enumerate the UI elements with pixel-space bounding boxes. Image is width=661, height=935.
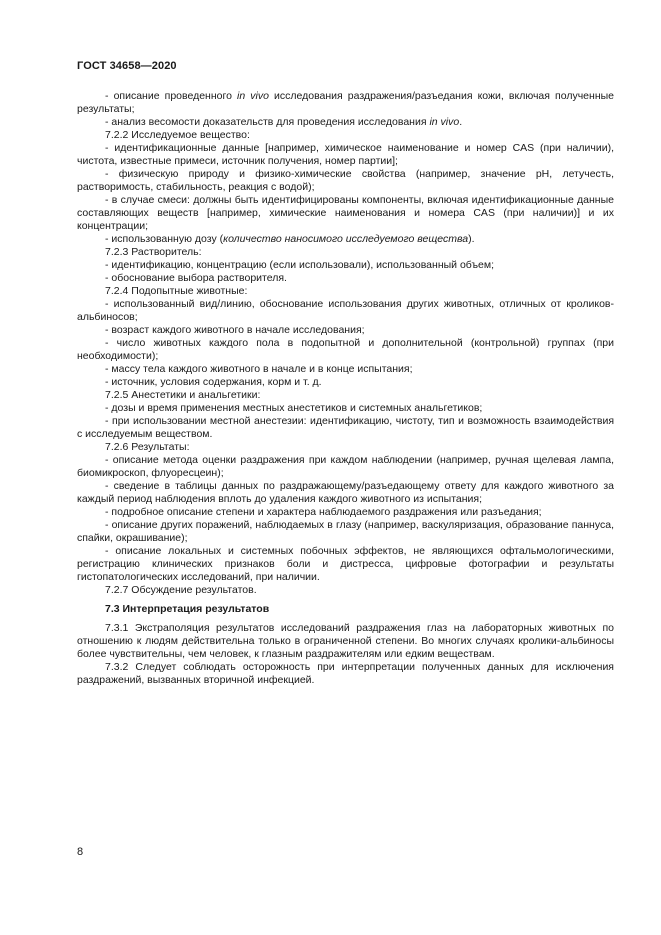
text-run: - идентификационные данные [например, химическое наименование и номер CAS (при наличии), чистота, известные примеси, источник получения, номер партии]; [77,142,614,167]
text-run: - описание метода оценки раздражения при каждом наблюдении (например, ручная щелевая лампа, биомикроскоп, флуоресцеин); [77,454,614,479]
paragraph [77,363,614,376]
text-run: исследования раздражения/разъедания кожи, включая полученные результаты; [77,90,614,115]
text-run: - анализ весомости доказательств для проведения исследования [105,116,430,128]
paragraph [77,545,614,584]
text-run: - описание других поражений, наблюдаемых в глазу (например, васкуляризация, образование паннуса, спайки, окрашивание); [77,519,614,544]
text-run: 7.3.2 Следует соблюдать осторожность при интерпретации полученных данных для исключения раздражений, вызванных вторичной инфекцией. [77,661,614,686]
paragraph [77,402,614,415]
text-run: - использованный вид/линию, обоснование использования других животных, отличных от кроликов-альбиносов; [77,298,614,323]
document-code-header: ГОСТ 34658—2020 [77,60,177,72]
text-run: - физическую природу и физико-химические свойства (например, значение pH, летучесть, растворимость, стабильность, реакция с водой); [77,168,614,193]
text-run: - источник, условия содержания, корм и т. д. [105,376,322,388]
paragraph [77,415,614,441]
text-run: 7.2.6 Результаты: [105,441,190,453]
document-body [77,90,614,687]
text-run: . [459,116,463,128]
text-run: 7.3.1 Экстраполяция результатов исследований раздражения глаз на лабораторных животных по отношению к людям действительна только в ограниченной степени. Во многих случаях кролики-альбиносы более чувствительны, чем человек, к глазным раздражителям или едким веществам. [77,622,614,660]
paragraph [77,337,614,363]
text-run: - подробное описание степени и характера наблюдаемого раздражения или разъедания; [105,506,542,518]
text-run: - описание проведенного [105,90,237,102]
italic-text-run: in vivo [237,90,269,102]
text-run: - при использовании местной анестезии: идентификацию, чистоту, тип и возможность взаимодействия с исследуемым веществом. [77,415,614,440]
paragraph [77,584,614,597]
paragraph [77,441,614,454]
paragraph [77,298,614,324]
text-run: 7.3 Интерпретация результатов [105,603,270,615]
paragraph [77,480,614,506]
paragraph [77,389,614,402]
text-run: - число животных каждого пола в подопытной и дополнительной (контрольной) группах (при необходимости); [77,337,614,362]
paragraph [77,622,614,661]
paragraph [77,324,614,337]
paragraph [77,142,614,168]
paragraph [77,454,614,480]
paragraph [77,129,614,142]
paragraph [77,116,614,129]
text-run: - обоснование выбора растворителя. [105,272,287,284]
text-run: - возраст каждого животного в начале исследования; [105,324,365,336]
text-run: 7.2.4 Подопытные животные: [105,285,248,297]
paragraph [77,194,614,233]
italic-text-run: количество наносимого исследуемого вещества [223,233,469,245]
text-run: 7.2.2 Исследуемое вещество: [105,129,250,141]
paragraph [77,259,614,272]
paragraph [77,376,614,389]
text-run: 7.2.7 Обсуждение результатов. [105,584,257,596]
text-run: - массу тела каждого животного в начале и в конце испытания; [105,363,413,375]
section-heading [77,603,614,616]
page-number: 8 [77,846,84,858]
text-run: 7.2.3 Растворитель: [105,246,202,258]
paragraph [77,661,614,687]
text-run: - использованную дозу ( [105,233,224,245]
text-run: - сведение в таблицы данных по раздражающему/разъедающему ответу для каждого животного за каждый период наблюдения вплоть до удаления каждого животного из испытания; [77,480,614,505]
italic-text-run: in vivo [429,116,460,128]
text-run: 7.2.5 Анестетики и анальгетики: [105,389,261,401]
paragraph [77,272,614,285]
text-run: - идентификацию, концентрацию (если использовали), использованный объем; [105,259,494,271]
text-run: - в случае смеси: должны быть идентифицированы компоненты, включая идентификационные данные составляющих веществ [например, химические наименования и номера CAS (при наличии)] и их концентрации; [77,194,614,232]
paragraph [77,168,614,194]
paragraph [77,246,614,259]
paragraph [77,285,614,298]
paragraph [77,506,614,519]
paragraph [77,519,614,545]
text-run: ). [468,233,475,245]
paragraph [77,233,614,246]
text-run: - описание локальных и системных побочных эффектов, не являющихся офтальмологическими, регистрацию клинических признаков боли и дистресса, цифровые фотографии и результаты гистопатологических исследований, при наличии. [77,545,614,583]
paragraph [77,90,614,116]
text-run: - дозы и время применения местных анестетиков и системных анальгетиков; [105,402,483,414]
